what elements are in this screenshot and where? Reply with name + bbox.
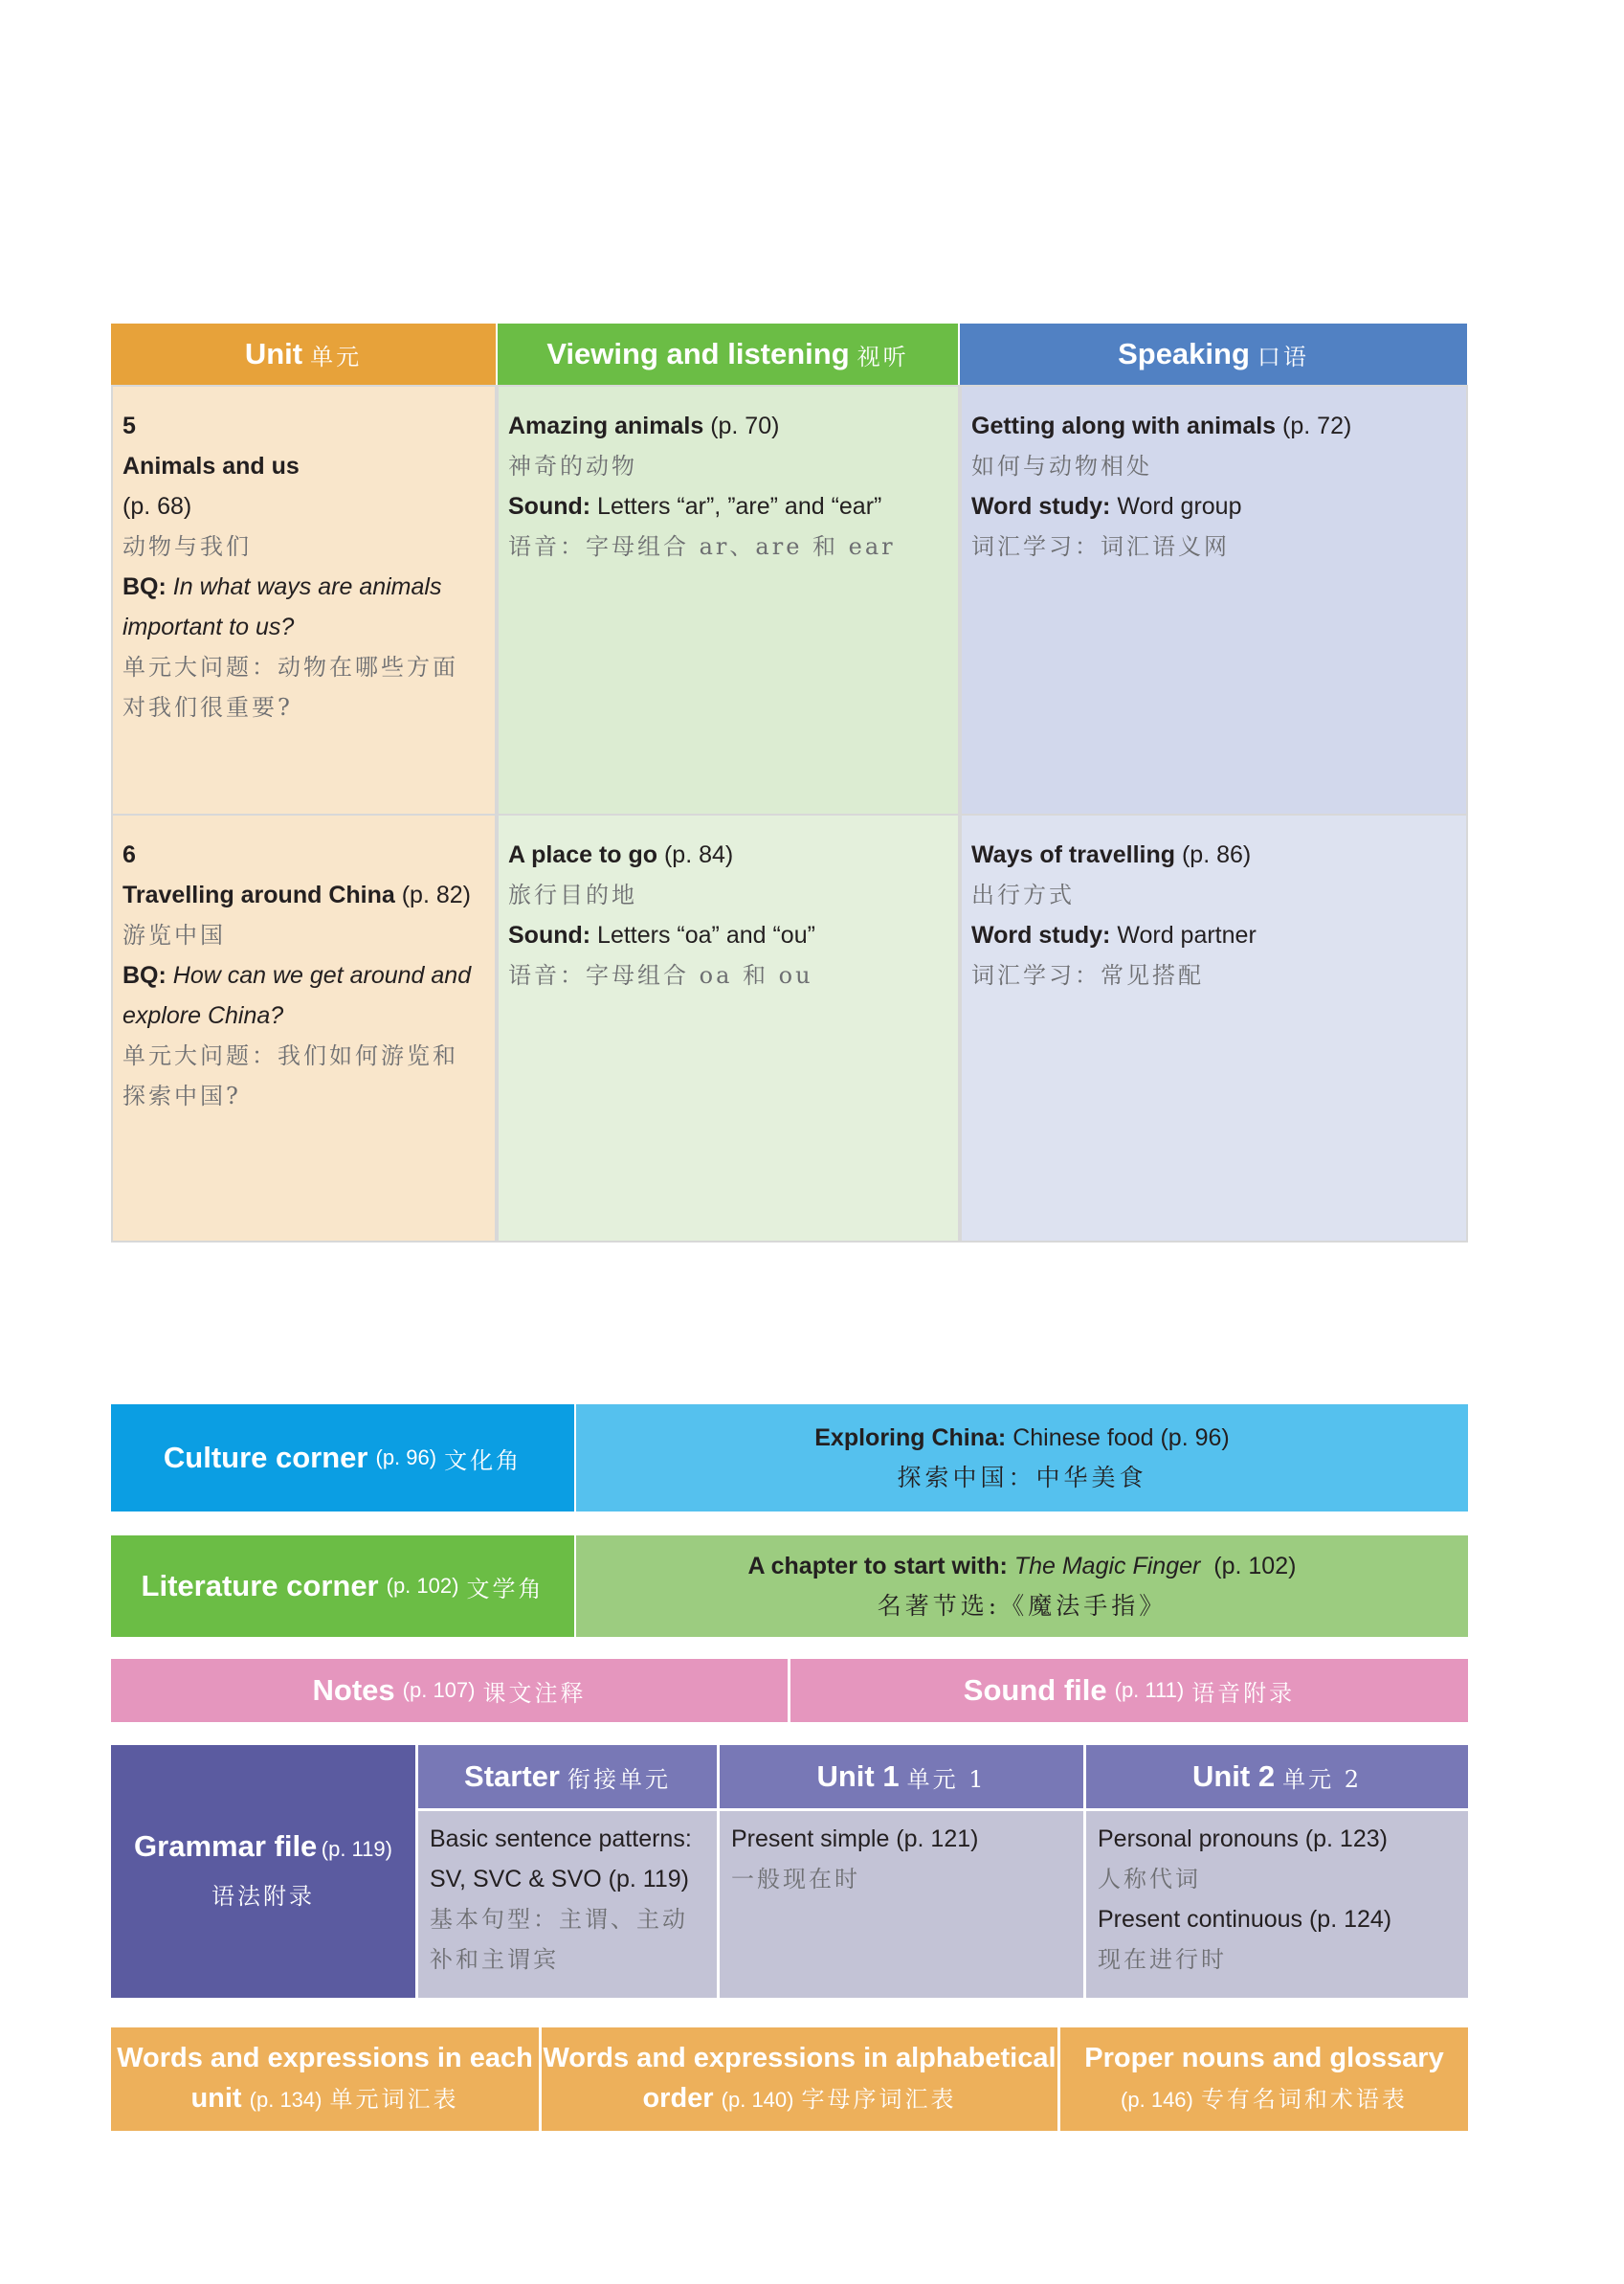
sound-zh: 语音：字母组合 oa 和 ou (508, 962, 813, 989)
speaking-header-en: Speaking (1118, 337, 1250, 370)
viewing-title-zh: 神奇的动物 (508, 453, 637, 480)
starter-line: Basic sentence patterns: (430, 1825, 692, 1852)
sound-file-page: (p. 111) (1114, 1678, 1185, 1702)
sound-text: Letters “oa” and “ou” (597, 922, 815, 949)
speaking-title-line (971, 835, 1457, 875)
unit-title-line (122, 875, 485, 915)
unit2-zh1: 人称代词 (1098, 1866, 1201, 1892)
words-alphabetical-line2 (642, 2078, 956, 2120)
bq-text-line2: explore China? (122, 1002, 284, 1029)
literature-corner-content (576, 1535, 1468, 1637)
grammar-starter-cell (418, 1811, 717, 1998)
word-study-zh: 词汇学习：词汇语义网 (971, 533, 1230, 560)
word-study-zh: 词汇学习：常见搭配 (971, 962, 1204, 989)
unit-header-en: Unit (244, 337, 303, 370)
unit-page: (p. 68) (122, 493, 192, 520)
big-question (122, 955, 485, 996)
sound-line (508, 915, 948, 955)
viewing-column-header (498, 324, 958, 385)
unit1-header: Unit 1 (816, 1759, 900, 1793)
unit1-line: Present simple (p. 121) (731, 1825, 979, 1852)
literature-page: (p. 102) (386, 1574, 459, 1598)
unit-5-cell (111, 385, 497, 816)
unit1-header-zh: 单元 1 (906, 1765, 987, 1793)
proper-nouns-box (1060, 2027, 1468, 2131)
sound-text: Letters “ar”, ”are” and “ear” (597, 493, 882, 520)
speaking-title-zh: 出行方式 (971, 882, 1075, 908)
sound-file-bar (790, 1659, 1468, 1722)
unit-title: Animals and us (122, 453, 300, 480)
chapter-label: A chapter to start with: (747, 1553, 1008, 1579)
speaking-title-zh: 如何与动物相处 (971, 453, 1152, 480)
bq-zh-line2: 对我们很重要? (122, 694, 293, 721)
starter-line: SV, SVC & SVO (p. 119) (430, 1866, 689, 1892)
sound-zh: 语音：字母组合 ar、are 和 ear (508, 533, 896, 560)
notes-zh: 课文注释 (482, 1679, 587, 1707)
culture-zh: 文化角 (444, 1446, 523, 1474)
words-alphabetical-bold: order (642, 2083, 714, 2114)
grammar-unit1-cell (720, 1811, 1083, 1998)
unit2-header: Unit 2 (1191, 1759, 1276, 1793)
unit-title-zh: 动物与我们 (122, 533, 252, 560)
starter-zh-line: 补和主谓宾 (430, 1946, 559, 1973)
literature-zh: 文学角 (466, 1575, 545, 1602)
chapter-title: The Magic Finger (1013, 1553, 1201, 1579)
exploring-china-text: Chinese food (p. 96) (1012, 1424, 1230, 1451)
unit-column-header (111, 324, 496, 385)
bq-zh-line1: 单元大问题：动物在哪些方面 (122, 654, 458, 681)
starter-zh-line: 基本句型：主谓、主动 (430, 1906, 688, 1933)
unit-number: 6 (122, 841, 136, 868)
viewing-5-cell (497, 385, 960, 816)
bq-zh-line1: 单元大问题：我们如何游览和 (122, 1042, 458, 1069)
viewing-header-en: Viewing and listening (546, 337, 850, 370)
speaking-header-zh: 口语 (1257, 343, 1309, 370)
viewing-page: (p. 84) (663, 841, 734, 868)
proper-nouns-zh: 专有名词和术语表 (1200, 2086, 1408, 2113)
starter-header: Starter (464, 1759, 560, 1793)
chapter-page: (p. 102) (1213, 1553, 1297, 1579)
notes-page: (p. 107) (402, 1678, 476, 1702)
exploring-china-label: Exploring China: (814, 1424, 1007, 1451)
words-each-unit-page: (p. 134) (249, 2088, 323, 2112)
exploring-china-zh: 探索中国：中华美食 (897, 1464, 1147, 1491)
sound-file-label: Sound file (963, 1673, 1107, 1707)
grammar-unit1-header (720, 1745, 1083, 1808)
speaking-title-line (971, 406, 1457, 446)
words-alphabetical-box (542, 2027, 1057, 2131)
grammar-page: (p. 119) (321, 1837, 392, 1861)
grammar-label-line (134, 1825, 392, 1874)
word-study-line (971, 486, 1457, 526)
speaking-6-cell (960, 814, 1468, 1243)
sound-line (508, 486, 948, 526)
unit1-zh-line: 一般现在时 (731, 1866, 860, 1892)
literature-label: Literature corner (141, 1569, 379, 1602)
bq-text-line2: important to us? (122, 614, 295, 640)
word-study-label: Word study: (971, 922, 1111, 949)
grammar-label: Grammar file (134, 1829, 318, 1863)
sound-label: Sound: (508, 493, 591, 520)
unit-6-cell (111, 814, 497, 1243)
speaking-title: Ways of travelling (971, 841, 1176, 868)
words-each-unit-zh: 单元词汇表 (329, 2086, 459, 2113)
big-question (122, 567, 485, 607)
speaking-5-cell (960, 385, 1468, 816)
bq-label: BQ: (122, 573, 167, 600)
words-each-unit-line2 (190, 2078, 458, 2120)
speaking-title: Getting along with animals (971, 413, 1277, 439)
bq-label: BQ: (122, 962, 167, 989)
unit-header-zh: 单元 (310, 343, 363, 370)
speaking-page: (p. 72) (1282, 413, 1352, 439)
viewing-6-cell (497, 814, 960, 1243)
notes-bar (111, 1659, 788, 1722)
grammar-file-label (111, 1745, 415, 1998)
viewing-title-zh: 旅行目的地 (508, 882, 637, 908)
notes-label: Notes (312, 1673, 395, 1707)
unit-title-zh: 游览中国 (122, 922, 226, 949)
bq-zh-line2: 探索中国? (122, 1083, 241, 1109)
literature-content-line (748, 1546, 1297, 1586)
culture-page: (p. 96) (375, 1445, 437, 1469)
literature-corner-label (111, 1535, 574, 1637)
viewing-title: Amazing animals (508, 413, 704, 439)
unit2-line2: Present continuous (p. 124) (1098, 1906, 1392, 1933)
words-each-unit-bold: unit (190, 2083, 242, 2114)
word-study-label: Word study: (971, 493, 1111, 520)
word-study-text: Word group (1117, 493, 1242, 520)
unit-title: Travelling around China (122, 882, 395, 908)
unit-number: 5 (122, 413, 136, 439)
speaking-page: (p. 86) (1181, 841, 1252, 868)
unit2-zh2: 现在进行时 (1098, 1946, 1227, 1973)
viewing-title-line (508, 835, 948, 875)
words-alphabetical-zh: 字母序词汇表 (801, 2086, 957, 2113)
grammar-unit2-cell (1086, 1811, 1468, 1998)
sound-label: Sound: (508, 922, 591, 949)
grammar-unit2-header (1086, 1745, 1468, 1808)
bq-text-line1: How can we get around and (172, 962, 472, 989)
unit-page: (p. 82) (401, 882, 471, 908)
speaking-column-header (960, 324, 1467, 385)
unit2-line1: Personal pronouns (p. 123) (1098, 1825, 1388, 1852)
words-each-unit-line1: Words and expressions in each (117, 2043, 533, 2073)
word-study-text: Word partner (1117, 922, 1257, 949)
words-alphabetical-line1: Words and expressions in alphabetical (543, 2043, 1057, 2073)
grammar-zh: 语法附录 (211, 1883, 315, 1910)
chapter-zh: 名著节选:《魔法手指》 (877, 1592, 1168, 1620)
viewing-page: (p. 70) (710, 413, 780, 439)
proper-nouns-line2 (1121, 2078, 1408, 2120)
culture-corner-content (576, 1404, 1468, 1511)
words-alphabetical-page: (p. 140) (721, 2088, 794, 2112)
culture-label: Culture corner (163, 1441, 368, 1474)
sound-file-zh: 语音附录 (1191, 1679, 1296, 1707)
viewing-header-zh: 视听 (856, 343, 909, 370)
grammar-starter-header (418, 1745, 717, 1808)
bq-text-line1: In what ways are animals (172, 573, 442, 600)
viewing-title-line (508, 406, 948, 446)
culture-corner-label (111, 1404, 574, 1511)
culture-content-line (814, 1418, 1229, 1458)
words-each-unit-box (111, 2027, 539, 2131)
viewing-title: A place to go (508, 841, 658, 868)
starter-header-zh: 衔接单元 (567, 1765, 671, 1793)
word-study-line (971, 915, 1457, 955)
proper-nouns-page: (p. 146) (1121, 2088, 1193, 2112)
proper-nouns-line1: Proper nouns and glossary (1084, 2043, 1444, 2073)
unit2-header-zh: 单元 2 (1282, 1765, 1363, 1793)
